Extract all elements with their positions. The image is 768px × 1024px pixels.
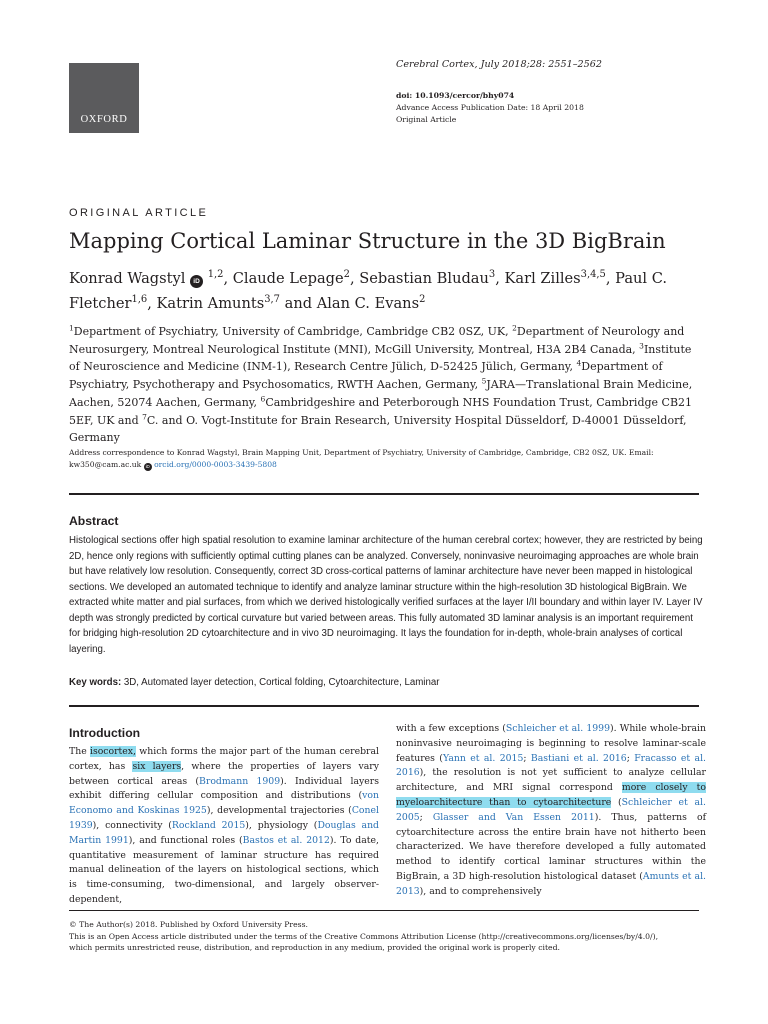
affiliation-text: C. and O. Vogt-Institute for Brain Research, University Hospital Düsseldorf, D-40001 Düsseldorf, Germany xyxy=(69,413,687,445)
paragraph-text: ), connectivity ( xyxy=(92,819,172,831)
author-affiliation-ref: 3 xyxy=(488,269,496,281)
author-affiliation-ref: 1,2 xyxy=(207,269,224,281)
author-name: Claude Lepage xyxy=(232,270,344,287)
section-label: ORIGINAL ARTICLE xyxy=(69,207,209,219)
citation-link[interactable]: Fracasso et al. 2016 xyxy=(396,752,707,779)
logo-text: OXFORD xyxy=(80,114,128,125)
author-name: Konrad Wagstyl xyxy=(69,270,186,287)
paragraph-text: ). Individual layers exhibit differing cellular composition and distributions ( xyxy=(69,775,379,802)
copyright-notice: © The Author(s) 2018. Published by Oxford University Press. xyxy=(69,920,308,929)
author-name: Karl Zilles xyxy=(504,270,581,287)
affiliation-text: JARA—Translational Brain Medicine, Aachen, 52074 Aachen, Germany, xyxy=(69,378,693,409)
paragraph-text: ). To date, quantitative measurement of laminar structure has required manual delineation of the layers on histological sections, which is time-consuming, two-dimensional, and largely observer-dependent, xyxy=(69,834,379,905)
affiliation-number: 3 xyxy=(639,341,644,351)
advance-access-date: Advance Access Publication Date: 18 April 2018 xyxy=(396,102,584,112)
article-title: Mapping Cortical Laminar Structure in the 3D BigBrain xyxy=(69,229,666,253)
correspondence-text: Address correspondence to Konrad Wagstyl, Brain Mapping Unit, Department of Psychiatry, University of Cambridge, Cambridge, CB2 0SZ, UK. Email: kw350@cam.ac.uk xyxy=(69,448,654,469)
paragraph-text: ). Thus, patterns of cytoarchitecture across the entire brain have not hitherto been characterized. We have therefore developed a fully automated method to identify cortical laminar structures within the BigBrain, a 3D high-resolution histological dataset ( xyxy=(396,811,707,882)
affiliation-number: 6 xyxy=(260,394,266,404)
affiliation-text: Institute of Neuroscience and Medicine (INM-1), Research Centre Jülich, D-52425 Jülich, Germany, xyxy=(69,342,692,374)
citation-link[interactable]: Douglas and Martin 1991 xyxy=(69,819,380,846)
affiliation-number: 7 xyxy=(142,411,147,421)
footer-divider xyxy=(69,910,699,911)
paragraph-text: ; xyxy=(419,811,433,823)
affiliation-number: 4 xyxy=(576,358,582,368)
citation-link[interactable]: von Economo and Koskinas 1925 xyxy=(69,790,379,817)
keywords-text: 3D, Automated layer detection, Cortical folding, Cytoarchitecture, Laminar xyxy=(121,677,440,688)
introduction-heading: Introduction xyxy=(69,726,141,740)
journal-citation: Cerebral Cortex, July 2018;28: 2551–2562 xyxy=(396,59,602,70)
author-affiliation-ref: 3,4,5 xyxy=(580,269,606,281)
publication-info xyxy=(396,90,584,125)
paragraph-text: with a few exceptions ( xyxy=(396,723,506,734)
citation-link[interactable]: Bastiani et al. 2016 xyxy=(530,752,627,764)
author-name: Alan C. Evans xyxy=(316,295,420,312)
oxford-logo xyxy=(69,63,139,133)
author-affiliation-ref: 2 xyxy=(419,294,426,306)
paragraph-text: ), physiology ( xyxy=(245,819,318,831)
correspondence xyxy=(69,447,701,471)
highlighted-text: more closely to myeloarchitecture than to cytoarchitecture xyxy=(396,782,706,808)
paragraph-text: ), and functional roles ( xyxy=(128,834,243,846)
author-list: Konrad Wagstyl iD $^{1,2}$, Claude Lepage$^2$, Sebastian Bludau$^3$, Karl Zilles$^{3,4,5}$, Paul C. Fletcher$^{1,6}$, Katrin Amunts$^{3,7}$ and Alan C. Evans$^2$ xyxy=(69,269,668,312)
citation-link[interactable]: Yann et al. 2015 xyxy=(442,752,524,764)
introduction-column-right xyxy=(396,722,706,900)
abstract-body: Histological sections offer high spatial resolution to examine laminar architecture of the human cerebral cortex; however, they are restricted by being 2D, hence only regions with sufficiently optimal cutting planes can be analyzed. Conversely, noninvasive neuroimaging approaches are whole brain but have relatively low resolution. Consequently, correct 3D cross-cortical patterns of laminar architecture have never been mapped in histological sections. We developed an automated technique to identify and analyze laminar structure within the high-resolution 3D histological BigBrain. We extracted white matter and pial surfaces, from which we derived histologically verified surfaces at the layer I/II boundary and within layer IV. Layer IV depth was strongly predicted by cortical curvature but varied between areas. This fully automated 3D laminar analysis is an important requirement for bridging high-resolution 2D cytoarchitecture and in vivo 3D neuroimaging. It lays the foundation for in-depth, whole-brain analyses of cortical layering. xyxy=(69,535,703,655)
affiliation-number: 5 xyxy=(481,376,487,386)
license-footer xyxy=(69,919,709,954)
citation-link[interactable]: Amunts et al. 2013 xyxy=(396,870,707,897)
paragraph-text: ( xyxy=(611,796,622,808)
affiliation-text: Department of Psychiatry, University of Cambridge, Cambridge CB2 0SZ, UK, xyxy=(73,325,513,338)
keywords xyxy=(69,677,699,688)
affiliations xyxy=(69,323,694,447)
citation-link[interactable]: Rockland 2015 xyxy=(171,819,246,831)
paragraph-text: , where the properties of layers vary between cortical areas ( xyxy=(69,760,379,787)
affiliation-number: 1 xyxy=(69,323,74,333)
license-line-2: which permits unrestricted reuse, distribution, and reproduction in any medium, provided the original work is properly cited. xyxy=(69,943,560,953)
doi[interactable]: doi: 10.1093/cercor/bhy074 xyxy=(396,91,515,100)
affiliation-number: 2 xyxy=(512,323,517,333)
orcid-icon[interactable]: iD xyxy=(190,275,203,288)
paragraph-text: ), developmental trajectories ( xyxy=(206,805,352,817)
citation-link[interactable]: Glasser and Van Essen 2011 xyxy=(432,811,595,823)
author-name: Katrin Amunts xyxy=(156,295,265,312)
affiliation-text: Cambridgeshire and Peterborough NHS Foundation Trust, Cambridge CB21 5EF, UK and xyxy=(69,395,693,427)
author-affiliation-ref: 3,7 xyxy=(264,294,280,306)
paragraph-text: ), and to comprehensively xyxy=(419,885,542,897)
abstract-heading: Abstract xyxy=(69,514,119,528)
paragraph-text: The xyxy=(69,746,90,757)
paragraph-text: ; xyxy=(626,752,635,764)
introduction-column-left xyxy=(69,745,379,908)
affiliation-text: Department of Psychiatry, Psychotherapy and Psychosomatics, RWTH Aachen, Germany, xyxy=(69,360,663,392)
citation-link[interactable]: Schleicher et al. 1999 xyxy=(505,723,610,734)
orcid-icon: iD xyxy=(145,463,150,469)
paragraph-text: ), the resolution is not yet sufficient to analyze cellular architecture, and MRI signal correspond xyxy=(396,767,706,794)
highlighted-text: isocortex, xyxy=(89,746,136,757)
orcid-link[interactable]: orcid.org/0000-0003-3439-5808 xyxy=(154,459,277,469)
article-type: Original Article xyxy=(396,114,457,124)
author-name: Paul C. Fletcher xyxy=(69,270,668,312)
paragraph-text: ; xyxy=(523,752,531,764)
paragraph-text: ). While whole-brain noninvasive neuroimaging is beginning to resolve laminar-scale features ( xyxy=(396,723,706,764)
citation-link[interactable]: Schleicher et al. 2005 xyxy=(396,796,706,823)
author-affiliation-ref: 2 xyxy=(343,269,350,281)
license-line-1: This is an Open Access article distributed under the terms of the Creative Commons Attribution License (http://creativecommons.org/licenses/by/4.0/), xyxy=(69,931,659,941)
citation-link[interactable]: Conel 1939 xyxy=(69,805,379,831)
author-name: Sebastian Bludau xyxy=(359,270,489,287)
highlighted-text: six layers xyxy=(132,760,182,772)
author-affiliation-ref: 1,6 xyxy=(131,294,148,306)
paragraph-text: which forms the major part of the human cerebral cortex, has xyxy=(69,746,379,772)
citation-link[interactable]: Brodmann 1909 xyxy=(199,775,281,787)
affiliation-text: Department of Neurology and Neurosurgery, Montreal Neurological Institute (MNI), McGill University, Montreal, H3A 2B4 Canada, xyxy=(69,325,685,356)
citation-link[interactable]: Bastos et al. 2012 xyxy=(242,834,330,846)
keywords-label: Key words: xyxy=(69,677,122,688)
